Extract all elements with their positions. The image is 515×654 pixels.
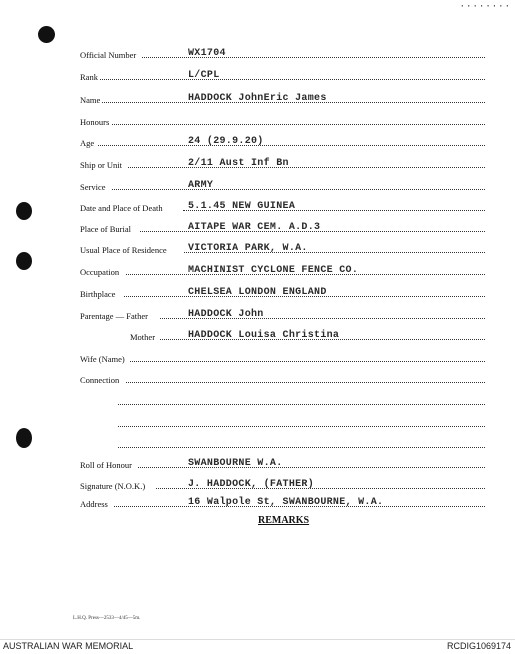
row-wife xyxy=(80,349,485,365)
row-age xyxy=(80,133,485,149)
dotted-line xyxy=(98,145,485,146)
dotted-line xyxy=(112,189,485,190)
label-rank: Rank xyxy=(80,72,98,82)
label-ship-or-unit: Ship or Unit xyxy=(80,160,123,170)
row-mother xyxy=(130,327,485,343)
row-occupation xyxy=(80,262,485,278)
dotted-line xyxy=(128,167,485,168)
row-signature-nok xyxy=(80,476,485,492)
row-honours xyxy=(80,112,485,128)
value-date-place-death: 5.1.45 NEW GUINEA xyxy=(188,201,296,212)
dotted-line xyxy=(112,124,485,125)
label-signature-nok: Signature (N.O.K.) xyxy=(80,481,146,491)
row-name xyxy=(80,90,485,106)
dotted-line xyxy=(118,447,485,448)
punch-hole-top xyxy=(38,26,55,43)
label-father: Parentage — Father xyxy=(80,311,148,321)
printer-imprint: L.H.Q. Press—2533—4/45—5m. xyxy=(73,616,141,621)
value-father: HADDOCK John xyxy=(188,309,264,320)
value-place-burial: AITAPE WAR CEM. A.D.3 xyxy=(188,222,321,233)
dotted-line xyxy=(118,426,485,427)
row-father xyxy=(80,306,485,322)
dotted-line xyxy=(118,404,485,405)
dotted-line xyxy=(100,79,485,80)
punch-hole-middle xyxy=(16,252,32,270)
dotted-line xyxy=(126,382,485,383)
footer-institution: AUSTRALIAN WAR MEMORIAL xyxy=(3,641,134,651)
row-ship-or-unit xyxy=(80,155,485,171)
label-honours: Honours xyxy=(80,117,110,127)
connection-line-2 xyxy=(118,392,485,408)
label-roll-of-honour: Roll of Honour xyxy=(80,460,132,470)
row-birthplace xyxy=(80,284,485,300)
value-address: 16 Walpole St, SWANBOURNE, W.A. xyxy=(188,497,384,508)
row-address xyxy=(80,494,485,510)
connection-line-4 xyxy=(118,435,485,451)
footer-bar xyxy=(0,639,515,654)
row-connection xyxy=(80,370,485,386)
label-name: Name xyxy=(80,95,101,105)
value-roll-of-honour: SWANBOURNE W.A. xyxy=(188,458,283,469)
value-occupation: MACHINIST CYCLONE FENCE CO. xyxy=(188,265,359,276)
row-official-number xyxy=(80,45,485,61)
row-service xyxy=(80,177,485,193)
label-occupation: Occupation xyxy=(80,267,120,277)
row-date-place-death xyxy=(80,198,485,214)
label-mother: Mother xyxy=(130,332,156,342)
label-age: Age xyxy=(80,138,95,148)
label-address: Address xyxy=(80,499,108,509)
value-name: HADDOCK JohnEric James xyxy=(188,93,327,104)
value-signature-nok: J. HADDOCK, (FATHER) xyxy=(188,479,315,490)
value-age: 24 (29.9.20) xyxy=(188,136,264,147)
punch-hole-upper xyxy=(16,202,32,220)
value-mother: HADDOCK Louisa Christina xyxy=(188,330,340,341)
label-usual-residence: Usual Place of Residence xyxy=(80,245,167,255)
row-usual-residence xyxy=(80,240,485,256)
connection-line-3 xyxy=(118,414,485,430)
remarks-heading: REMARKS xyxy=(258,515,310,526)
value-birthplace: CHELSEA LONDON ENGLAND xyxy=(188,287,327,298)
label-service: Service xyxy=(80,182,106,192)
label-birthplace: Birthplace xyxy=(80,289,116,299)
value-usual-residence: VICTORIA PARK, W.A. xyxy=(188,243,308,254)
row-rank xyxy=(80,67,485,83)
dotted-line xyxy=(130,361,485,362)
row-roll-of-honour xyxy=(80,455,485,471)
punch-hole-lower xyxy=(16,428,32,448)
value-official-number: WX1704 xyxy=(188,48,226,59)
label-place-burial: Place of Burial xyxy=(80,224,131,234)
label-connection: Connection xyxy=(80,375,120,385)
value-service: ARMY xyxy=(188,180,214,191)
label-official-number: Official Number xyxy=(80,50,137,60)
row-place-burial xyxy=(80,219,485,235)
label-date-place-death: Date and Place of Death xyxy=(80,203,163,213)
label-wife: Wife (Name) xyxy=(80,354,125,364)
corner-mark: ········ xyxy=(459,2,511,12)
footer-record-id: RCDIG1069174 xyxy=(446,641,511,651)
value-rank: L/CPL xyxy=(188,70,220,81)
value-ship-or-unit: 2/11 Aust Inf Bn xyxy=(188,158,289,169)
